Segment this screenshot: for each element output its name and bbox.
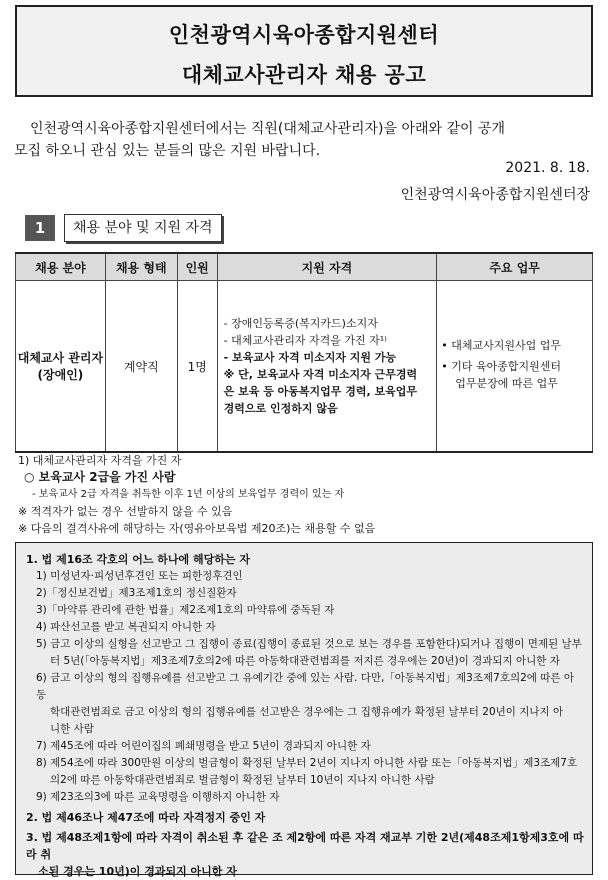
recruitment-table [15,252,593,453]
list-item: 7) 제45조에 따라 어린이집의 폐쇄명령을 받고 5년이 경과되지 아니한 자 [36,740,371,752]
title-notice: 대체교사관리자 채용 공고 [181,63,427,87]
duty-text-cont: 업무분장에 따른 업무 [455,376,558,390]
duty-item [441,358,588,392]
table-header-row [16,253,593,281]
cell-qualification [217,281,437,453]
cell-type: 계약직 [105,281,177,453]
list-item-cont: 학대관련범죄로 금고 이상의 형의 집행유예를 선고받은 경우에는 그 집행유예가 확정된 날부터 20년이 지나지 아 [50,706,564,718]
list-item: 1) 미성년자·피성년후견인 또는 피한정후견인 [36,570,243,582]
disqualification-box [15,542,593,878]
section-number: 1 [25,215,55,241]
qual-line: - 장애인등록증(복지카드)소지자 [223,317,378,330]
list-item: 4) 파산선고를 받고 복권되지 아니한 자 [36,621,216,633]
cell-count: 1명 [177,281,217,453]
header-count: 인원 [177,253,217,281]
box-heading-3: 3. 법 제48조제1항에 따라 자격이 취소된 후 같은 조 제2항에 따른 자격 재교부 기한 2년(제48조제1항제3호에 따라 취 [26,831,584,861]
title-organization: 인천광역시육아종합지원센터 [168,23,440,47]
footnotes [18,452,598,537]
section-title: 채용 분야 및 지원 자격 [64,214,222,242]
field-name: 대체교사 관리자 [17,351,104,365]
qual-line: ※ 단, 보육교사 자격 미소지자 근무경력 [223,368,418,381]
list-item: 5) 금고 이상의 실형을 선고받고 그 집행이 종료(집행이 종료된 것으로 보는 경우를 포함한다)되거나 집행이 면제된 날부 [36,638,582,650]
box-heading-2: 2. 법 제46조나 제47조에 따라 자격정지 중인 자 [26,811,266,824]
footnote-1: 1) 대체교사관리자 자격을 가진 자 [18,454,182,467]
footnote-4: ※ 적격자가 없는 경우 선발하지 않을 수 있음 [18,505,233,518]
box-heading-1: 1. 법 제16조 각호의 어느 하나에 해당하는 자 [26,553,250,566]
list-item-cont: 터 5년(「아동복지법」제3조제7호의2에 따른 아동학대관련범죄를 저지른 경우에는 20년)이 경과되지 아니한 자 [50,655,560,667]
cell-duties [437,281,593,453]
qual-line: - 보육교사 자격 미소지자 지원 가능 [223,351,397,364]
list-item: 2)「정신보건법」제3조제1호의 정신질환자 [36,587,237,599]
qual-line: - 대체교사관리자 자격을 가진 자¹⁾ [223,334,387,347]
box-heading-3-cont: 소된 경우는 10년)이 경과되지 아니한 자 [38,865,237,878]
duty-text: • 기타 육아종합지원센터 [441,359,561,373]
list-item: 6) 금고 이상의 형의 집행유예를 선고받고 그 유예기간 중에 있는 사람. 다만,「아동복지법」제3조제7호의2에 따른 아동 [36,672,575,701]
notice-date: 2021. 8. 18. [505,160,590,176]
list-item: 8) 제54조에 따라 300만원 이상의 벌금형이 확정된 날부터 2년이 지나지 아니한 사람 또는「아동복지법」제3조제7호 [36,757,578,769]
header-type: 채용 형태 [105,253,177,281]
title-box [15,5,593,97]
table-row [16,281,593,453]
qual-line: 은 보육 등 아동복지업무 경력, 보육업무 [223,385,417,398]
header-field: 채용 분야 [16,253,106,281]
footnote-3: - 보육교사 2급 자격을 취득한 이후 1년 이상의 보육업무 경력이 있는 자 [32,489,345,500]
notice-issuer: 인천광역시육아종합지원센터장 [400,187,590,203]
header-duties: 주요 업무 [437,253,593,281]
intro-paragraph [14,118,594,162]
field-note: (장애인) [37,368,84,382]
footnote-2: ○ 보육교사 2급을 가진 사람 [24,470,176,484]
list-item-cont: 의2에 따른 아동학대관련범죄로 벌금형이 확정된 날부터 10년이 지나지 아니한 사람 [50,774,435,786]
intro-line-2: 모집 하오니 관심 있는 분들의 많은 지원 바랍니다. [14,143,321,159]
list-item-cont: 니한 사람 [50,723,94,735]
cell-field [16,281,106,453]
list-item: 3)「마약류 관리에 관한 법률」제2조제1호의 마약류에 중독된 자 [36,604,335,616]
duty-item: • 대체교사지원사업 업무 [441,338,561,352]
footnote-5: ※ 다음의 결격사유에 해당하는 자(영유아보육법 제20조)는 채용할 수 없음 [18,522,376,535]
header-qualification: 지원 자격 [217,253,437,281]
intro-line-1: 인천광역시육아종합지원센터에서는 직원(대체교사관리자)을 아래와 같이 공개 [30,121,506,137]
list-item: 9) 제23조의3에 따른 교육명령을 이행하지 아니한 자 [36,791,280,803]
qual-line: 경력으로 인정하지 않음 [223,402,338,415]
